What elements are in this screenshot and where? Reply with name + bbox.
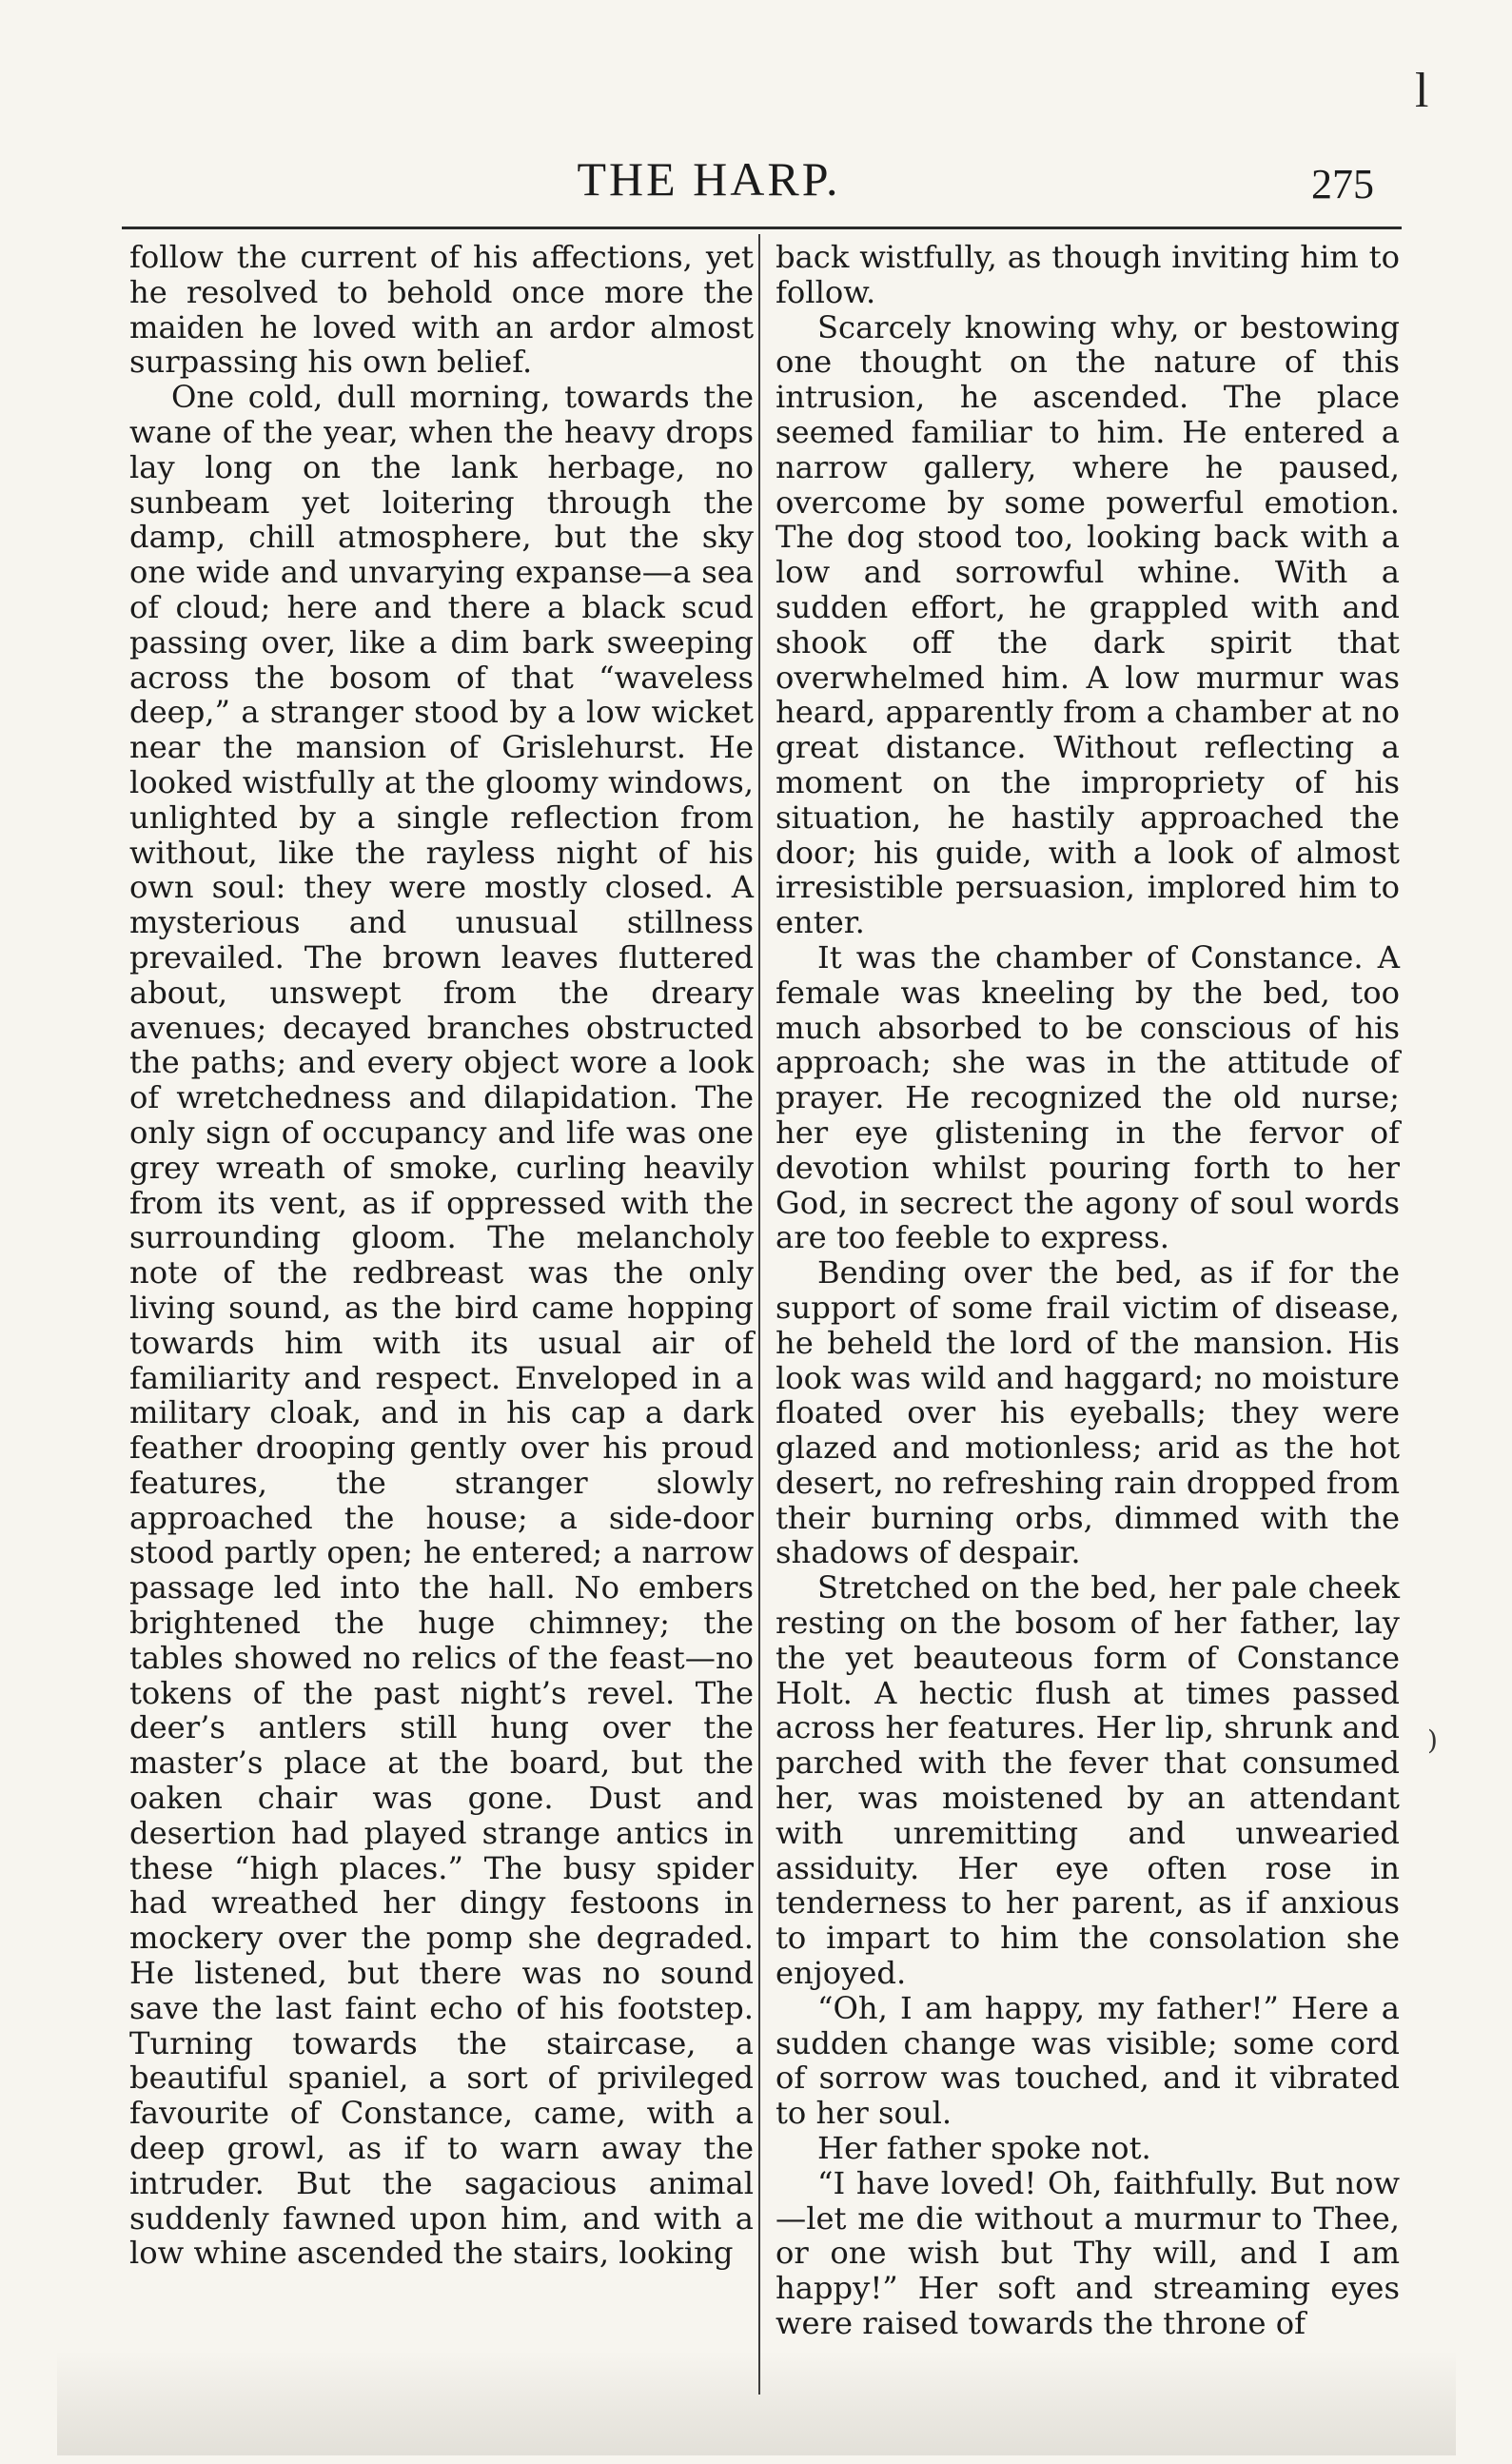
left-column: [129, 240, 754, 2271]
page-number: 275: [1311, 161, 1374, 207]
page-title: THE HARP.: [577, 152, 841, 206]
header-rule: [122, 227, 1402, 229]
margin-mark: ): [1427, 1725, 1438, 1756]
paragraph: Scarcely knowing why, or bestowing one thought on the nature of this intrusion, he ascended. The place seemed familiar to him. He entered a narrow gallery, where he paused, overcome by some powerful emotion. The dog stood too, looking back with a low and sorrowful whine. With a sudden effort, he grappled with and shook off the dark spirit that overwhelmed him. A low murmur was heard, apparently from a chamber at no great distance. Without reflecting a moment on the impropriety of his situation, he hastily approached the door; his guide, with a look of almost irresistible persuasion, implored him to enter.: [776, 308, 1400, 941]
running-head: [0, 150, 1512, 217]
corner-mark: l: [1415, 64, 1429, 118]
paragraph: Her father spoke not.: [817, 2130, 1151, 2167]
paragraph: “I have loved! Oh, faithfully. But now—let me die without a murmur to Thee, or one wish but Thy will, and I am happy!” Her soft and streaming eyes were raised towards the throne of: [776, 2164, 1400, 2342]
paragraph: follow the current of his affections, yet he resolved to behold once more the maiden he loved with an ardor almost surpassing his own belief.: [129, 239, 754, 381]
paragraph: Stretched on the bed, her pale cheek resting on the bosom of her father, lay the yet beauteous form of Constance Holt. A hectic flush at times passed across her features. Her lip, shrunk and parched with the fever that consumed her, was moistened by an attendant with unremitting and unwearied assiduity. Her eye often rose in tenderness to her parent, as if anxious to impart to him the consolation she enjoyed.: [776, 1569, 1400, 1992]
scan-smudge: [57, 2351, 1456, 2455]
right-column: [776, 240, 1400, 2341]
paragraph: One cold, dull morning, towards the wane of the year, when the heavy drops lay long on the lank herbage, no sunbeam yet loitering through the damp, chill atmosphere, but the sky one wide and unvarying expanse—a sea of cloud; here and there a black scud passing over, like a dim bark sweeping across the bosom of that “waveless deep,” a stranger stood by a low wicket near the mansion of Grislehurst. He looked wistfully at the gloomy windows, unlighted by a single reflection from without, like the rayless night of his own soul: they were mostly closed. A mysterious and unusual stillness prevailed. The brown leaves fluttered about, unswept from the dreary avenues; decayed branches obstructed the paths; and every object wore a look of wretchedness and dilapidation. The only sign of occupancy and life was one grey wreath of smoke, curling heavily from its vent, as if oppressed with the surrounding gloom. The melancholy note of the redbreast was the only living sound, as the bird came hopping towards him with its usual air of familiarity and respect. Enveloped in a military cloak, and in his cap a dark feather drooping gently over his proud features, the stranger slowly approached the house; a side-door stood partly open; he entered; a narrow passage led into the hall. No embers brightened the huge chimney; the tables showed no relics of the feast—no tokens of the past night’s revel. The deer’s antlers still hung over the master’s place at the board, but the oaken chair was gone. Dust and desertion had played strange antics in these “high places.” The busy spider had wreathed her dingy festoons in mockery over the pomp she degraded. He listened, but there was no sound save the last faint echo of his footstep. Turning towards the staircase, a beautiful spaniel, a sort of privileged favourite of Constance, came, with a deep growl, as if to warn away the intruder. But the sagacious animal suddenly fawned upon him, and with a low whine ascended the stairs, looking: [129, 379, 754, 2272]
paragraph: “Oh, I am happy, my father!” Here a sudden change was visible; some cord of sorrow was touched, and it vibrated to her soul.: [776, 1989, 1400, 2132]
column-divider: [758, 234, 760, 2395]
paragraph: back wistfully, as though inviting him to follow.: [776, 239, 1400, 310]
paragraph: Bending over the bed, as if for the support of some frail victim of disease, he beheld the lord of the mansion. His look was wild and haggard; no moisture floated over his eyeballs; they were glazed and motionless; arid as the hot desert, no refreshing rain dropped from their burning orbs, dimmed with the shadows of despair.: [776, 1254, 1400, 1571]
paragraph: It was the chamber of Constance. A female was kneeling by the bed, too much absorbed to be conscious of his approach; she was in the attitude of prayer. He recognized the old nurse; her eye glistening in the fervor of devotion whilst pouring forth to her God, in secrect the agony of soul words are too feeble to express.: [776, 938, 1400, 1256]
